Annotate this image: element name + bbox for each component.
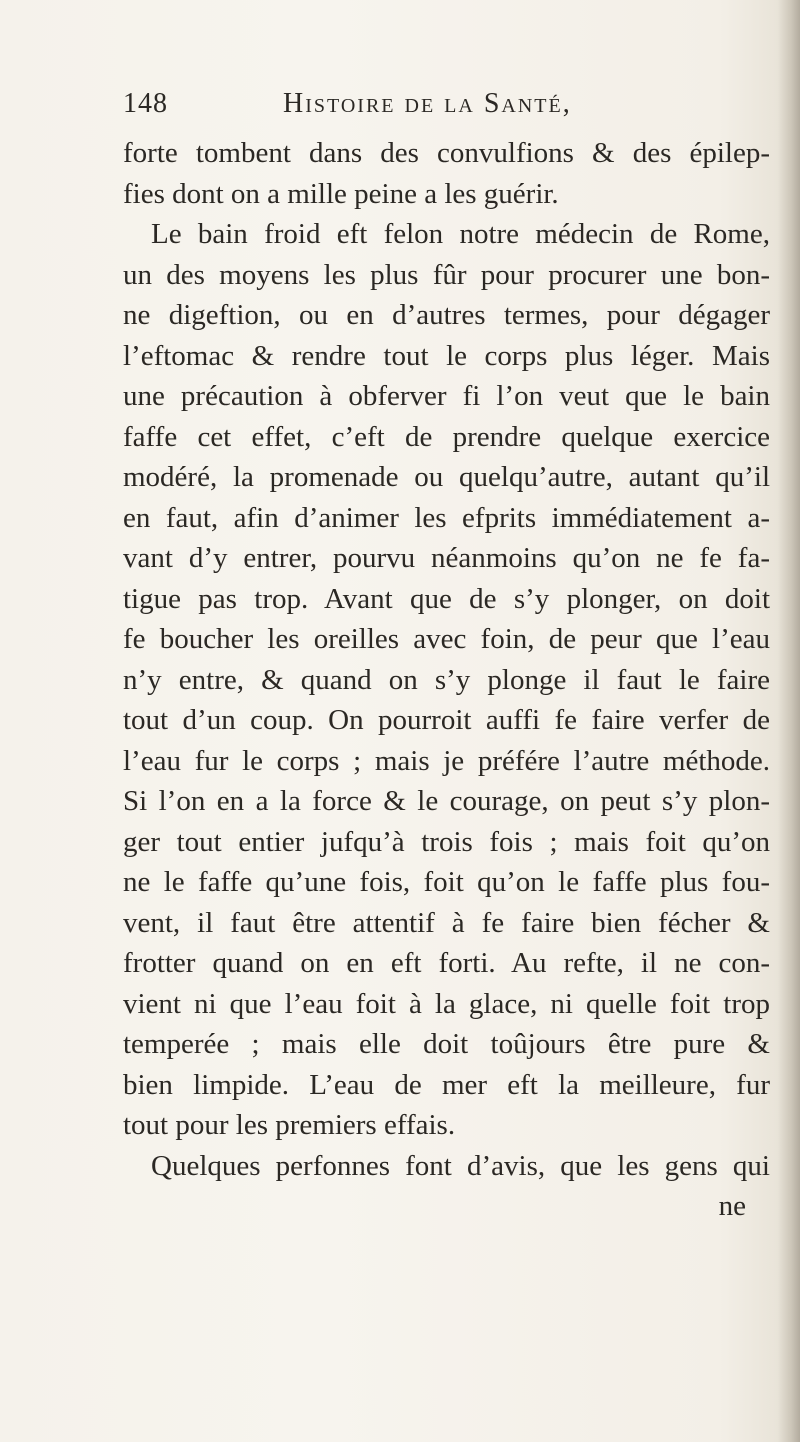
text-line: vent, il faut être attentif à fe faire bien fécher & — [123, 906, 770, 939]
body-text — [123, 133, 770, 1227]
text-line: tout pour les premiers effais. — [123, 1109, 456, 1141]
text-line: tigue pas trop. Avant que de s’y plonger, on doit — [123, 582, 770, 615]
text-line: fies dont on a mille peine a les guérir. — [123, 177, 559, 210]
text-line: tout d’un coup. On pourroit auffi fe faire verfer de — [123, 704, 770, 736]
catchword: ne — [718, 1190, 746, 1222]
text-line: un des moyens les plus fûr pour procurer une bon- — [123, 258, 770, 291]
text-line: l’eftomac & rendre tout le corps plus léger. Mais — [123, 339, 770, 372]
text-line: modéré, la promenade ou quelqu’autre, autant qu’il — [123, 461, 770, 493]
text-line: ne digeftion, ou en d’autres termes, pour dégager — [123, 299, 770, 331]
running-title: Histoire de la Santé, — [283, 88, 572, 119]
text-line: ger tout entier jufqu’à trois fois ; mais foit qu’on — [123, 825, 770, 858]
text-line: faffe cet effet, c’eft de prendre quelque exercice — [123, 420, 770, 453]
text-line: Le bain froid eft felon notre médecin de Rome, — [151, 218, 770, 250]
text-line: l’eau fur le corps ; mais je préfére l’autre méthode. — [123, 744, 770, 777]
text-line: frotter quand on en eft forti. Au refte, il ne con- — [123, 947, 770, 979]
text-line: en faut, afin d’animer les efprits immédiatement a- — [123, 501, 770, 534]
page-header — [123, 88, 643, 124]
text-line: Si l’on en a la force & le courage, on peut s’y plon- — [123, 785, 770, 817]
text-line: bien limpide. L’eau de mer eft la meilleure, fur — [123, 1068, 770, 1101]
page-edge-shadow — [778, 0, 800, 1442]
text-line: temperée ; mais elle doit toûjours être pure & — [123, 1028, 770, 1060]
text-line: vant d’y entrer, pourvu néanmoins qu’on ne fe fa- — [123, 542, 770, 574]
text-line: forte tombent dans des convulfions & des épilep- — [123, 137, 770, 169]
text-line: Quelques perfonnes font d’avis, que les gens qui — [151, 1149, 770, 1182]
text-line: une précaution à obferver fi l’on veut que le bain — [123, 380, 770, 412]
text-line: vient ni que l’eau foit à la glace, ni quelle foit trop — [123, 987, 770, 1020]
text-line: n’y entre, & quand on s’y plonge il faut le faire — [123, 663, 770, 696]
page-number: 148 — [123, 88, 168, 119]
text-line: ne le faffe qu’une fois, foit qu’on le faffe plus fou- — [123, 866, 770, 898]
text-line: fe boucher les oreilles avec foin, de peur que l’eau — [123, 623, 770, 655]
